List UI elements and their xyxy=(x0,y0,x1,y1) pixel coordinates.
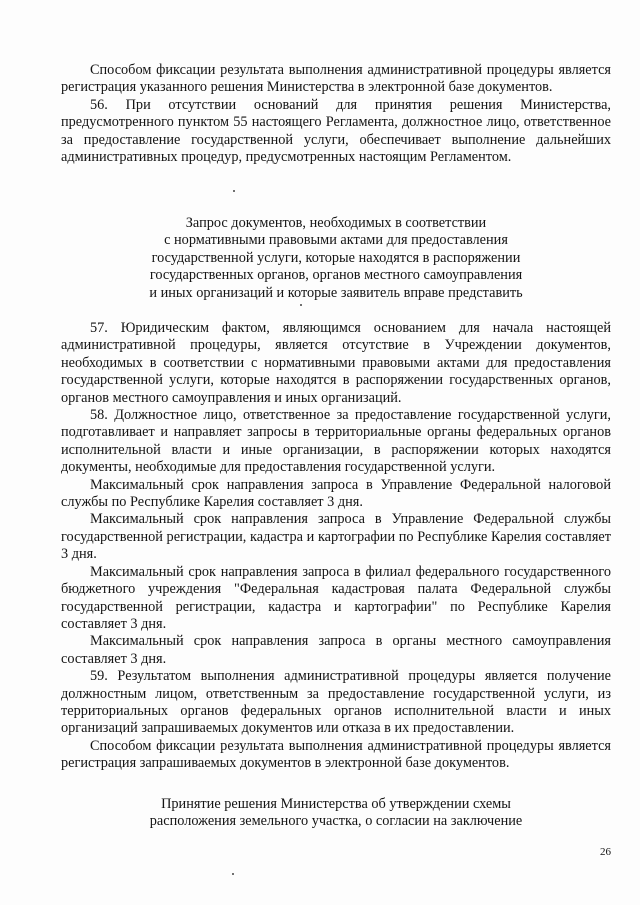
paragraph: Максимальный срок направления запроса в органы местного самоуправления составляет 3 дня. xyxy=(61,633,611,667)
paragraph: Максимальный срок направления запроса в филиал федерального государственного бюджетного учреждения "Федеральная кадастровая палата Федеральной службы государственной регистрации, кадастра и картографии" по Республике Карелия составляет 3 дня. xyxy=(61,563,611,632)
scan-speck xyxy=(232,873,234,875)
paragraph: Способом фиксации результата выполнения административной процедуры является регистрация указанного решения Министерства в электронной базе документов. xyxy=(61,62,611,96)
text-block-2 xyxy=(61,320,611,773)
heading-line: Принятие решения Министерства об утверждении схемы xyxy=(161,796,511,812)
paragraph: Максимальный срок направления запроса в Управление Федеральной службы государственной регистрации, кадастра и картографии по Республике Карелия составляет 3 дня. xyxy=(61,511,611,563)
paragraph-57: 57. Юридическим фактом, являющимся основанием для начала настоящей административной процедуры, является отсутствие в Учреждении документов, необходимых в соответствии с нормативными правовыми актами для предоставления государственной услуги, которые находятся в распоряжении государственных органов, органов местного самоуправления и иных организаций. xyxy=(61,320,611,406)
heading-line: расположения земельного участка, о согласии на заключение xyxy=(149,813,523,830)
scan-speck xyxy=(300,304,302,306)
heading-line: и иных организаций и которые заявитель вправе представить xyxy=(149,284,523,301)
section-heading-document-request xyxy=(61,215,611,302)
heading-line: государственной услуги, которые находятся в распоряжении xyxy=(151,249,521,266)
heading-line: с нормативными правовыми актами для предоставления xyxy=(164,232,508,249)
scan-speck xyxy=(233,190,235,192)
paragraph: Максимальный срок направления запроса в Управление Федеральной налоговой службы по Республике Карелия составляет 3 дня. xyxy=(61,476,611,511)
paragraph: Способом фиксации результата выполнения административной процедуры является регистрация запрашиваемых документов в электронной базе документов. xyxy=(61,737,611,772)
page-number: 26 xyxy=(600,846,611,858)
heading-line: Запрос документов, необходимых в соответствии xyxy=(185,215,487,231)
section-heading-decision xyxy=(61,796,611,831)
paragraph-59: 59. Результатом выполнения административной процедуры является получение должностным лицом, ответственным за предоставление государственной услуги, из территориальных органов федеральных органов исполнительной власти и иных организаций запрашиваемых документов или отказа в их предоставлении. xyxy=(61,668,611,737)
heading-line: государственных органов, органов местного самоуправления xyxy=(149,267,523,284)
paragraph-56: 56. При отсутствии оснований для принятия решения Министерства, предусмотренного пунктом 55 настоящего Регламента, должностное лицо, ответственное за предоставление государственной услуги, обеспечивает выполнение дальнейших административных процедур, предусмотренных настоящим Регламентом. xyxy=(61,96,611,166)
text-block-1 xyxy=(61,62,611,166)
paragraph-58: 58. Должностное лицо, ответственное за предоставление государственной услуги, подготавливает и направляет запросы в территориальные органы федеральных органов исполнительной власти и иные организации, в распоряжении которых находятся документы, необходимые для предоставления государственной услуги. xyxy=(61,407,611,476)
